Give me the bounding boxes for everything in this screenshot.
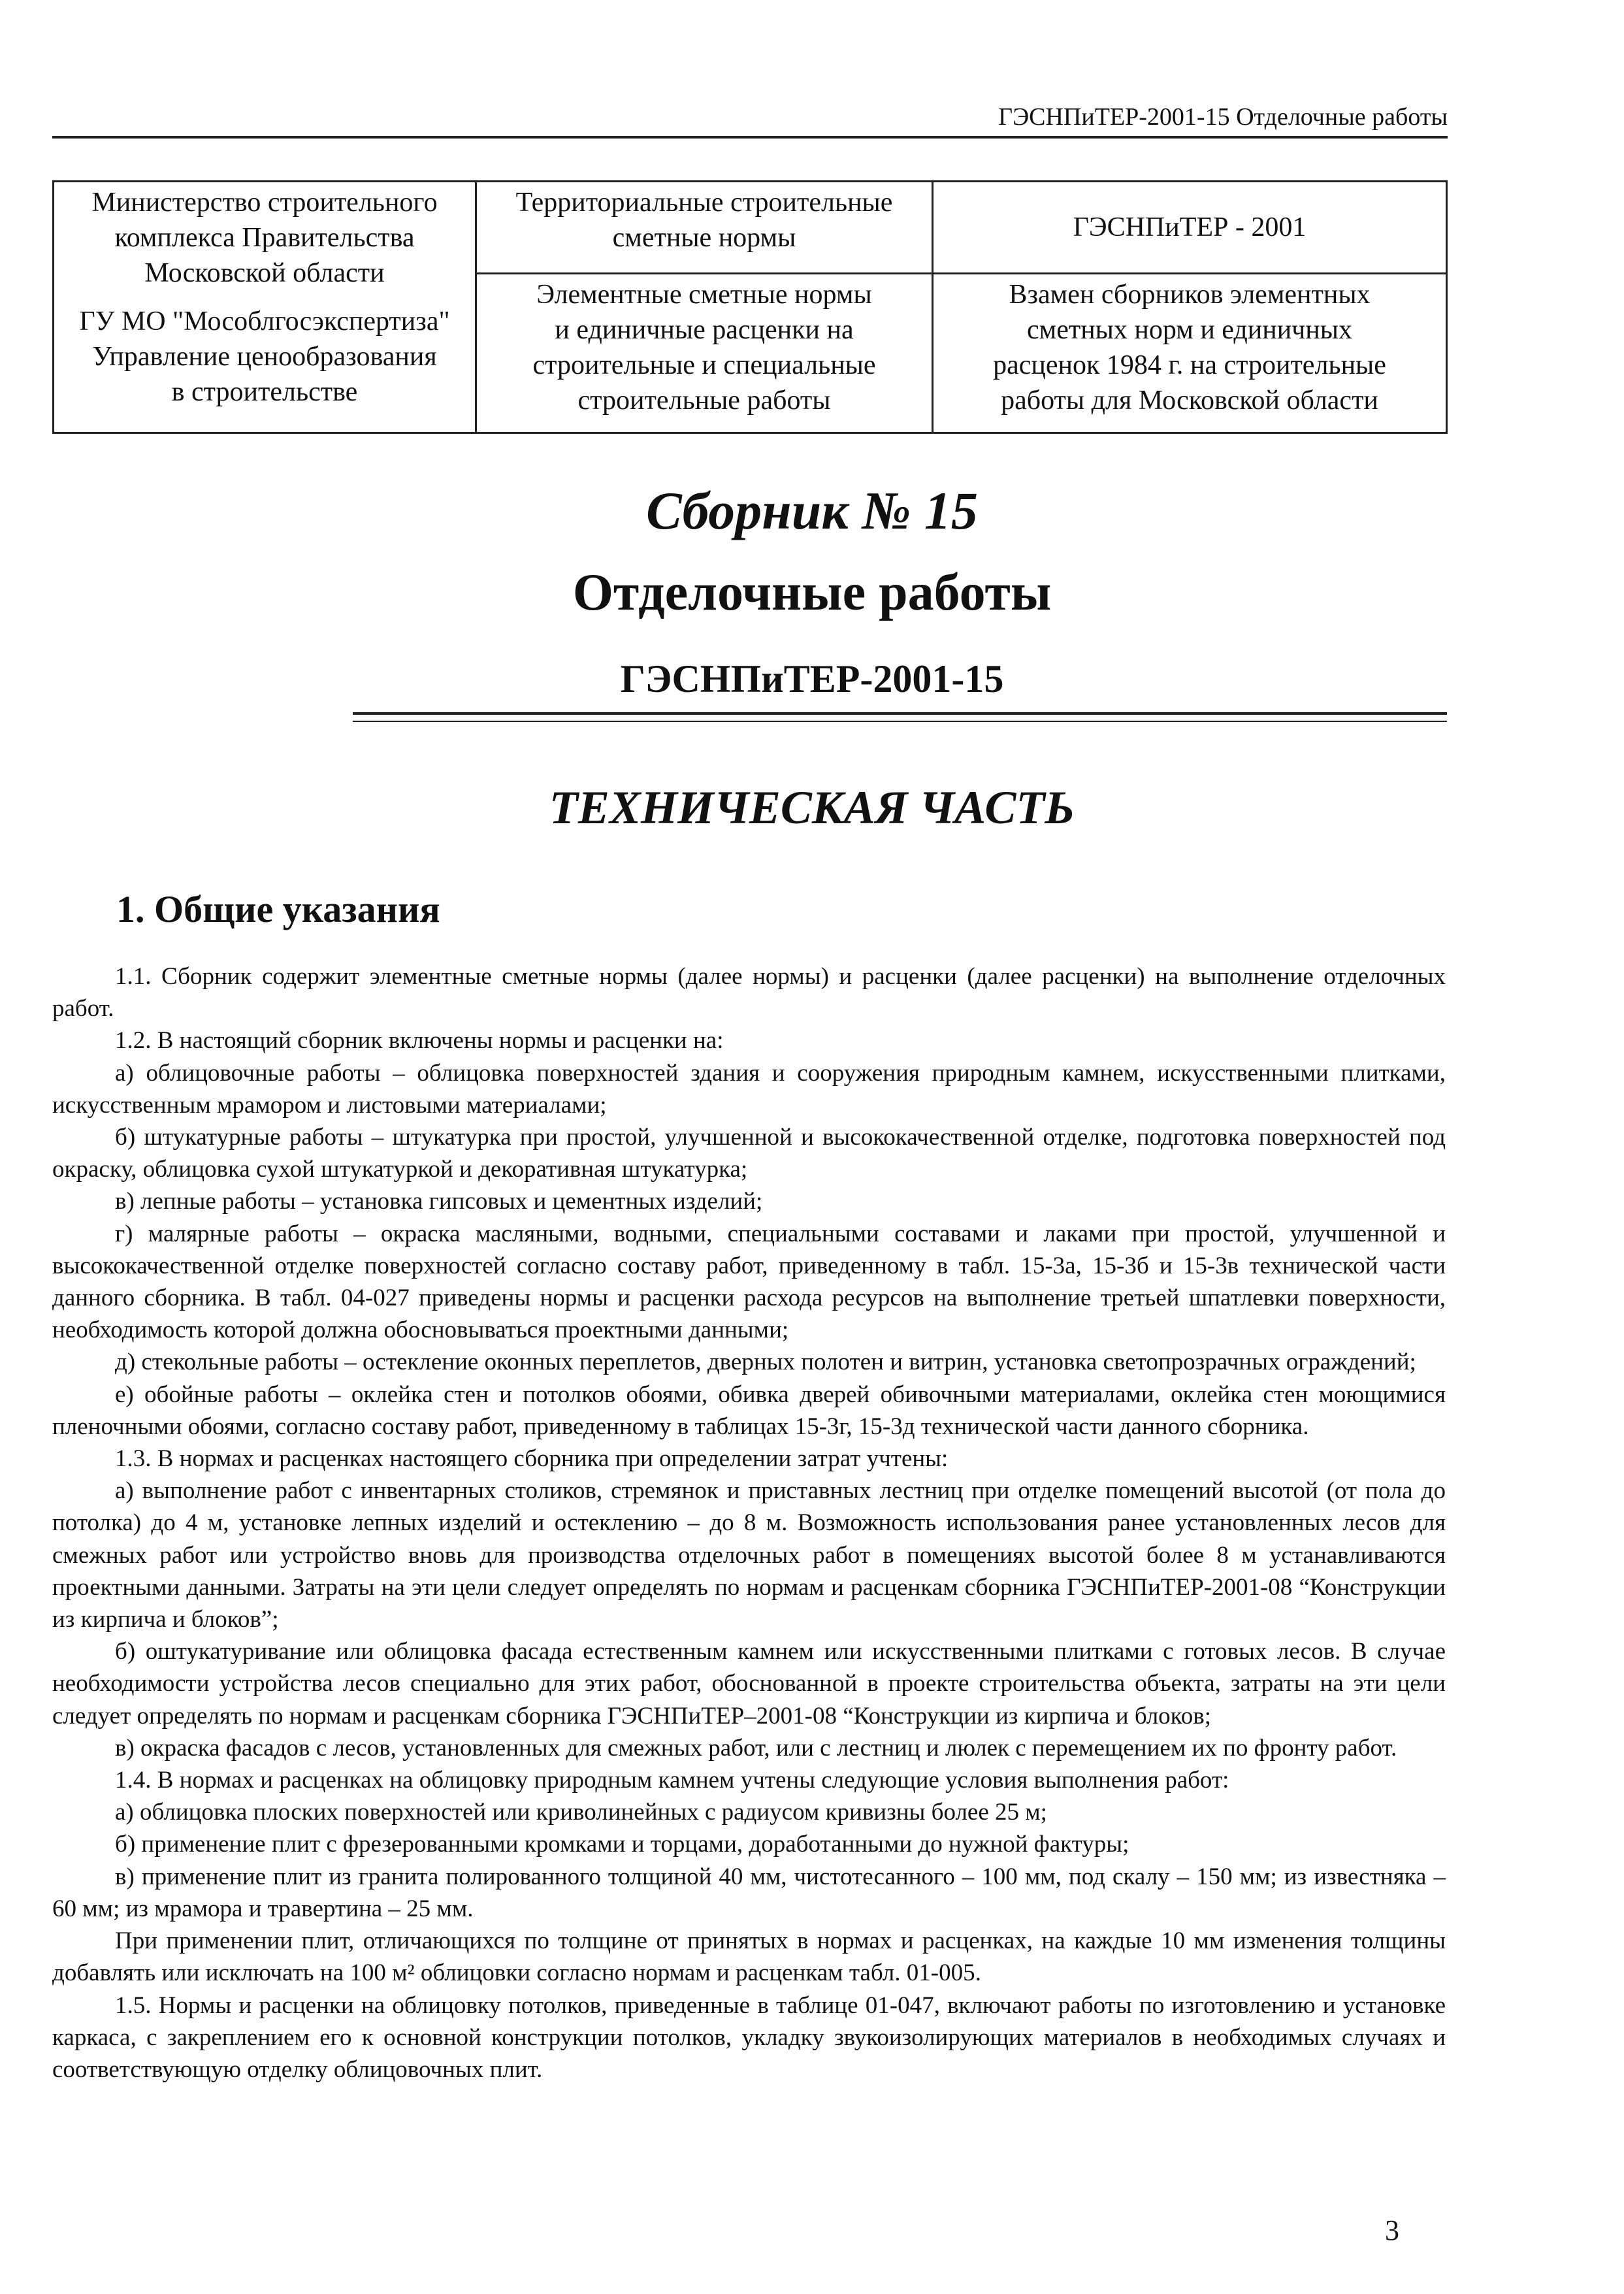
paragraph: 1.2. В настоящий сборник включены нормы и расценки на: xyxy=(115,1027,724,1055)
replacement-line: расценок 1984 г. на строительные xyxy=(993,350,1386,380)
norms-type-line: Территориальные строительные xyxy=(515,188,893,218)
paragraph: 1.3. В нормах и расценках настоящего сборника при определении затрат учтены: xyxy=(115,1445,949,1473)
paragraph: г) малярные работы – окраска масляными, водными, специальными составами и лаками при простой, улучшенной и высококачественной отделке поверхностей согласно составу работ, приведенному в табл. 15-3а, 15-3б и 15-3в технической части данного сборника. В табл. 04-027 приведены нормы и расценки расхода ресурсов на выполнение третьей шпатлевки поверхности, необходимость которой должна обосновываться проектными данными; xyxy=(52,1220,1446,1344)
collection-title: Сборник № 15 xyxy=(646,481,978,540)
paragraph: 1.5. Нормы и расценки на облицовку потолков, приведенные в таблице 01-047, включают работы по изготовлению и установке каркаса, с закреплением его к основной конструкции потолков, укладку звукоизолирующих материалов в необходимых случаях и соответствующую отделку облицовочных плит. xyxy=(52,1991,1446,2083)
issuer-line: Управление ценообразования xyxy=(92,342,437,372)
header-table xyxy=(52,180,1448,434)
technical-part-title: ТЕХНИЧЕСКАЯ ЧАСТЬ xyxy=(549,781,1075,834)
replacement-line: работы для Московской области xyxy=(1001,385,1378,416)
issuer-cell xyxy=(54,182,476,433)
running-header: ГЭСНПиТЕР-2001-15 Отделочные работы xyxy=(52,98,1448,139)
issuer-line: ГУ МО "Мособлгосэкспертиза" xyxy=(79,306,450,336)
paragraph: 1.4. В нормах и расценках на облицовку природным камнем учтены следующие условия выполнения работ: xyxy=(115,1767,1229,1794)
norms-description-line: и единичные расценки на xyxy=(555,315,854,345)
issuer-line: в строительстве xyxy=(171,377,358,407)
replacement-line: Взамен сборников элементных xyxy=(1009,280,1371,310)
body-text xyxy=(52,960,1446,2086)
norms-description-line: Элементные сметные нормы xyxy=(536,280,872,310)
paragraph: а) выполнение работ с инвентарных столиков, стремянок и приставных лестниц при отделке помещений высотой (от пола до потолка) до 4 м, установке лепных изделий и остеклению – до 8 м. Возможность использования ранее установленных лесов для смежных работ или устройство вновь для производства отделочных работ в помещениях высотой более 8 м устанавливаются проектными данными. Затраты на эти цели следует определять по нормам и расценкам сборника ГЭСНПиТЕР-2001-08 “Конструкции из кирпича и блоков”; xyxy=(52,1477,1446,1633)
norms-description-line: строительные и специальные xyxy=(532,350,876,380)
paragraph: в) окраска фасадов с лесов, установленных для смежных работ, или с лестниц и люлек с перемещением их по фронту работ. xyxy=(115,1734,1397,1761)
replacement-line: сметных норм и единичных xyxy=(1026,315,1352,345)
main-title: Отделочные работы xyxy=(572,564,1052,621)
norms-type-cell xyxy=(476,182,933,274)
paragraph: б) применение плит с фрезерованными кромками и торцами, доработанными до нужной фактуры; xyxy=(115,1831,1129,1858)
paragraph: а) облицовочные работы – облицовка поверхностей здания и сооружения природным камнем, искусственными плитками, искусственным мрамором и листовыми материалами; xyxy=(52,1059,1446,1119)
paragraph: При применении плит, отличающихся по толщине от принятых в нормах и расценках, на каждые 10 мм изменения толщины добавлять или исключать на 100 м² облицовки согласно нормам и расценкам табл. 01-005. xyxy=(52,1927,1446,1987)
paragraph: б) штукатурные работы – штукатурка при простой, улучшенной и высококачественной отделке, подготовка поверхностей под окраску, облицовка сухой штукатуркой и декоративная штукатурка; xyxy=(52,1124,1446,1183)
paragraph: в) применение плит из гранита полированного толщиной 40 мм, чистотесанного – 100 мм, под скалу – 150 мм; из известняка – 60 мм; из мрамора и травертина – 25 мм. xyxy=(52,1863,1446,1922)
section-heading: 1. Общие указания xyxy=(116,888,440,930)
page-number: 3 xyxy=(1385,2214,1399,2246)
paragraph: а) облицовка плоских поверхностей или криволинейных с радиусом кривизны более 25 м; xyxy=(115,1799,1047,1826)
issuer-line: Московской области xyxy=(144,258,385,288)
replacement-cell xyxy=(933,274,1447,433)
paragraph: 1.1. Сборник содержит элементные сметные нормы (далее нормы) и расценки (далее расценки) на выполнение отделочных работ. xyxy=(52,963,1446,1023)
norms-description-cell xyxy=(476,274,933,433)
issuer-line: Министерство строительного xyxy=(91,188,438,218)
paragraph: е) обойные работы – оклейка стен и потолков обоями, обивка дверей обивочными материалами, оклейка стен моющимися пленочными обоями, согласно составу работ, приведенному в таблицах 15-3г, 15-3д технической части данного сборника. xyxy=(52,1381,1446,1440)
norms-description-line: строительные работы xyxy=(577,385,831,416)
code-text: ГЭСНПиТЕР - 2001 xyxy=(1073,212,1307,242)
title-divider xyxy=(353,712,1447,722)
code-cell xyxy=(933,182,1447,274)
issuer-line: комплекса Правительства xyxy=(114,223,415,253)
paragraph: в) лепные работы – установка гипсовых и цементных изделий; xyxy=(115,1188,763,1215)
document-code: ГЭСНПиТЕР-2001-15 xyxy=(620,657,1004,700)
paragraph: б) оштукатуривание или облицовка фасада естественным камнем или искусственными плитками с готовых лесов. В случае необходимости устройства лесов специально для этих работ, обоснованной в проекте строительства объекта, затраты на эти цели следует определять по нормам и расценкам сборника ГЭСНПиТЕР–2001-08 “Конструкции из кирпича и блоков; xyxy=(52,1638,1446,1729)
paragraph: д) стекольные работы – остекление оконных переплетов, дверных полотен и витрин, установка светопрозрачных ограждений; xyxy=(115,1349,1416,1376)
norms-type-line: сметные нормы xyxy=(612,223,796,253)
